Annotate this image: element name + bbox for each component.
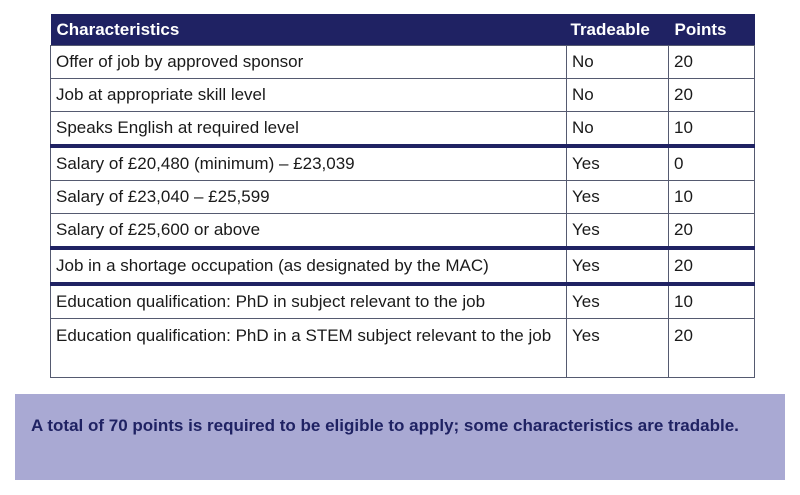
- cell-tradeable: No: [567, 112, 669, 147]
- table-row: [51, 146, 755, 181]
- header-points: Points: [669, 14, 755, 46]
- requirement-note-box: [15, 394, 785, 480]
- table-row: [51, 319, 755, 378]
- cell-characteristic: Offer of job by approved sponsor: [51, 46, 567, 79]
- table-row: [51, 112, 755, 147]
- cell-tradeable: Yes: [567, 146, 669, 181]
- table-row: [51, 181, 755, 214]
- cell-tradeable: Yes: [567, 214, 669, 249]
- cell-points: 20: [669, 248, 755, 284]
- cell-characteristic: Salary of £25,600 or above: [51, 214, 567, 249]
- cell-characteristic: Speaks English at required level: [51, 112, 567, 147]
- cell-points: 10: [669, 181, 755, 214]
- cell-characteristic: Job in a shortage occupation (as designated by the MAC): [51, 248, 567, 284]
- cell-characteristic: Job at appropriate skill level: [51, 79, 567, 112]
- table-row: [51, 46, 755, 79]
- header-tradeable: Tradeable: [567, 14, 669, 46]
- table-header-row: [51, 14, 755, 46]
- cell-points: 20: [669, 46, 755, 79]
- table-row: [51, 248, 755, 284]
- cell-characteristic: Salary of £20,480 (minimum) – £23,039: [51, 146, 567, 181]
- cell-tradeable: Yes: [567, 319, 669, 378]
- table-row: [51, 284, 755, 319]
- cell-characteristic: Salary of £23,040 – £25,599: [51, 181, 567, 214]
- cell-points: 20: [669, 214, 755, 249]
- table-row: [51, 79, 755, 112]
- cell-points: 10: [669, 284, 755, 319]
- table-row: [51, 214, 755, 249]
- cell-tradeable: No: [567, 79, 669, 112]
- cell-tradeable: Yes: [567, 284, 669, 319]
- cell-characteristic: Education qualification: PhD in a STEM subject relevant to the job: [51, 319, 567, 378]
- cell-tradeable: Yes: [567, 248, 669, 284]
- header-characteristics: Characteristics: [51, 14, 567, 46]
- cell-points: 20: [669, 79, 755, 112]
- points-table-container: [50, 14, 754, 378]
- cell-tradeable: Yes: [567, 181, 669, 214]
- points-table: [50, 14, 755, 378]
- cell-points: 0: [669, 146, 755, 181]
- cell-characteristic: Education qualification: PhD in subject relevant to the job: [51, 284, 567, 319]
- cell-points: 10: [669, 112, 755, 147]
- cell-tradeable: No: [567, 46, 669, 79]
- requirement-note-text: A total of 70 points is required to be eligible to apply; some characteristics are tradable.: [31, 416, 739, 435]
- cell-points: 20: [669, 319, 755, 378]
